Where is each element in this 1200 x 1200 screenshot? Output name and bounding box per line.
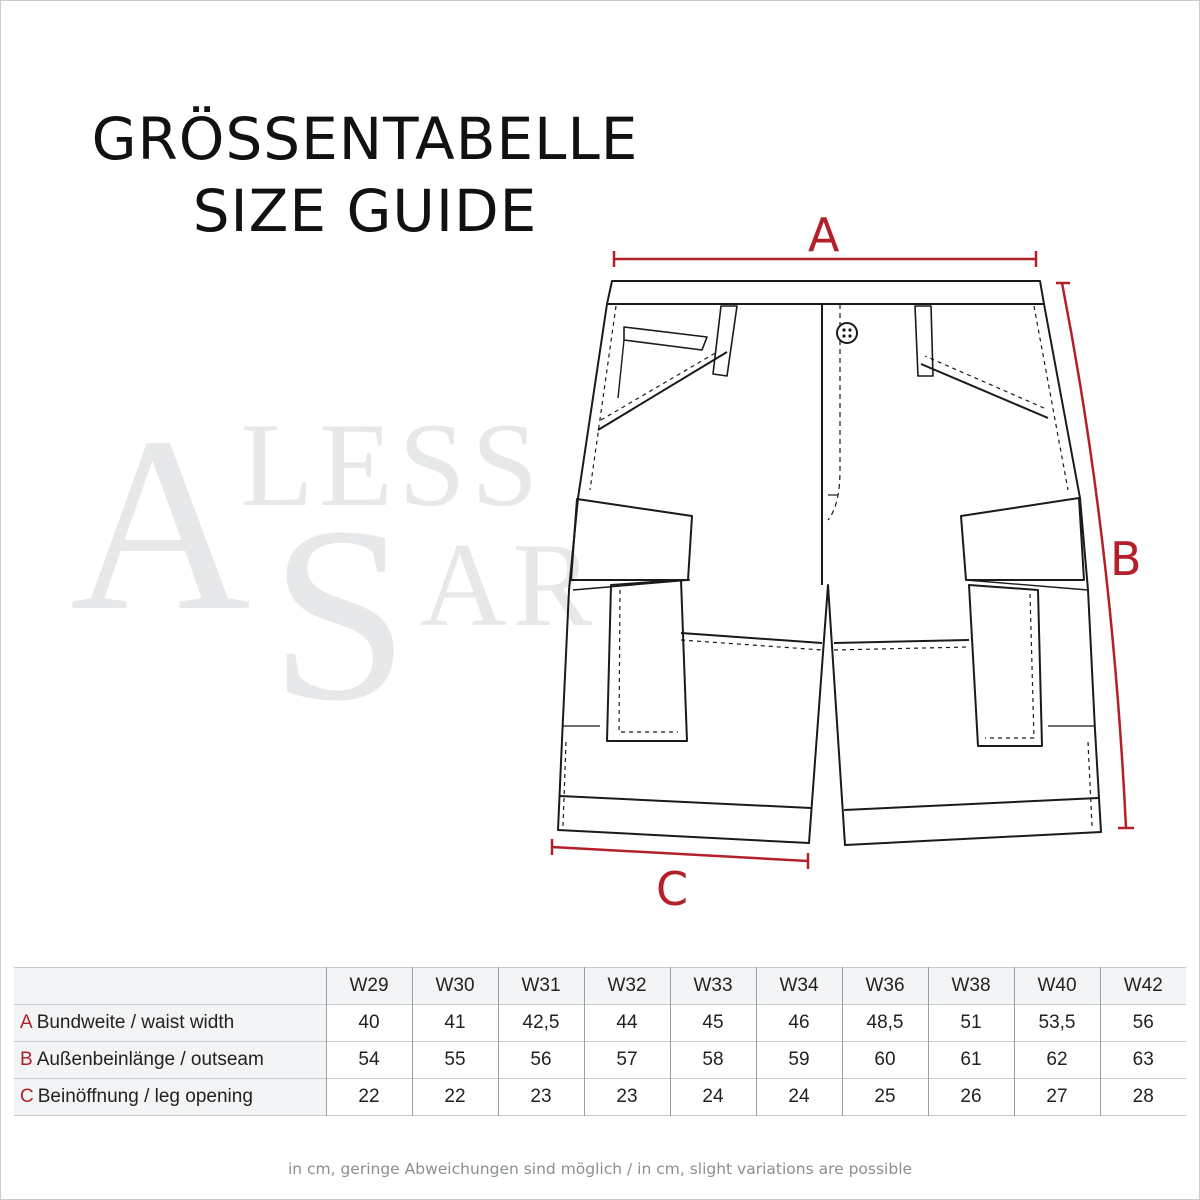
- size-header: W34: [756, 968, 842, 1005]
- table-cell: 45: [670, 1005, 756, 1042]
- shorts-outline: [558, 304, 1101, 845]
- table-header-row: [14, 968, 1186, 1005]
- table-row: [14, 1079, 1186, 1116]
- table-cell: 60: [842, 1042, 928, 1079]
- table-cell: 24: [670, 1079, 756, 1116]
- table-cell: 57: [584, 1042, 670, 1079]
- page-subtitle: SIZE GUIDE: [192, 177, 538, 245]
- footnote: in cm, geringe Abweichungen sind möglich / in cm, slight variations are possible: [287, 1160, 913, 1178]
- row-label-text: Bundweite / waist width: [36, 1012, 235, 1033]
- table-cell: 44: [584, 1005, 670, 1042]
- table-cell: 62: [1014, 1042, 1100, 1079]
- table-cell: 22: [412, 1079, 498, 1116]
- table-cell: 28: [1132, 1086, 1154, 1107]
- cargo-flap-right: [961, 498, 1084, 580]
- watermark-text-line2: AR: [420, 518, 599, 651]
- measure-label-c: C: [656, 862, 689, 916]
- row-letter: C: [20, 1086, 34, 1107]
- size-header: W36: [842, 968, 928, 1005]
- table-cell: 40: [326, 1005, 412, 1042]
- table-cell: 54: [326, 1042, 412, 1079]
- button-icon: [837, 323, 857, 343]
- table-cell: 25: [842, 1079, 928, 1116]
- size-table: [14, 967, 1186, 1116]
- cargo-flap-left: [571, 499, 692, 580]
- table-cell: 58: [670, 1042, 756, 1079]
- table-cell: 42,5: [498, 1005, 584, 1042]
- size-header: W31: [498, 968, 584, 1005]
- row-label-text: Beinöffnung / leg opening: [37, 1086, 253, 1107]
- table-cell: 23: [584, 1079, 670, 1116]
- size-header: W29: [326, 968, 412, 1005]
- cargo-pocket-left: [607, 580, 687, 741]
- table-cell: 26: [928, 1079, 1014, 1116]
- table-cell: 63: [1132, 1049, 1154, 1070]
- size-header: W40: [1014, 968, 1100, 1005]
- watermark-letter-s: S: [270, 476, 410, 753]
- size-header: W30: [412, 968, 498, 1005]
- table-cell: 46: [756, 1005, 842, 1042]
- table-cell: 48,5: [842, 1005, 928, 1042]
- watermark-text-line1: LESS: [240, 398, 545, 531]
- row-label-text: Außenbeinlänge / outseam: [36, 1049, 264, 1070]
- table-cell: 24: [756, 1079, 842, 1116]
- row-letter: A: [20, 1012, 33, 1033]
- row-label: [14, 1079, 326, 1116]
- size-header: W33: [670, 968, 756, 1005]
- size-header: W32: [584, 968, 670, 1005]
- size-header: W38: [928, 968, 1014, 1005]
- table-cell: 23: [498, 1079, 584, 1116]
- table-cell: 53,5: [1014, 1005, 1100, 1042]
- cargo-pocket-right: [969, 585, 1042, 746]
- row-label: [14, 1005, 326, 1042]
- table-cell: 55: [412, 1042, 498, 1079]
- size-header: W42: [1123, 975, 1163, 996]
- measure-label-a: A: [808, 208, 840, 262]
- table-cell: 51: [928, 1005, 1014, 1042]
- row-letter: B: [20, 1049, 33, 1070]
- table-cell: 41: [412, 1005, 498, 1042]
- table-cell: 56: [1132, 1012, 1154, 1033]
- measure-label-b: B: [1110, 532, 1142, 586]
- table-cell: 27: [1014, 1079, 1100, 1116]
- table-corner-cell: [14, 968, 326, 1005]
- table-row: [14, 1042, 1186, 1079]
- page-title: GRÖSSENTABELLE: [91, 105, 639, 173]
- table-row: [14, 1005, 1186, 1042]
- watermark-letter-a: A: [70, 386, 251, 663]
- row-label: [14, 1042, 326, 1079]
- table-cell: 59: [756, 1042, 842, 1079]
- table-cell: 61: [928, 1042, 1014, 1079]
- waistband: [607, 281, 1044, 304]
- table-cell: 22: [326, 1079, 412, 1116]
- table-cell: 56: [498, 1042, 584, 1079]
